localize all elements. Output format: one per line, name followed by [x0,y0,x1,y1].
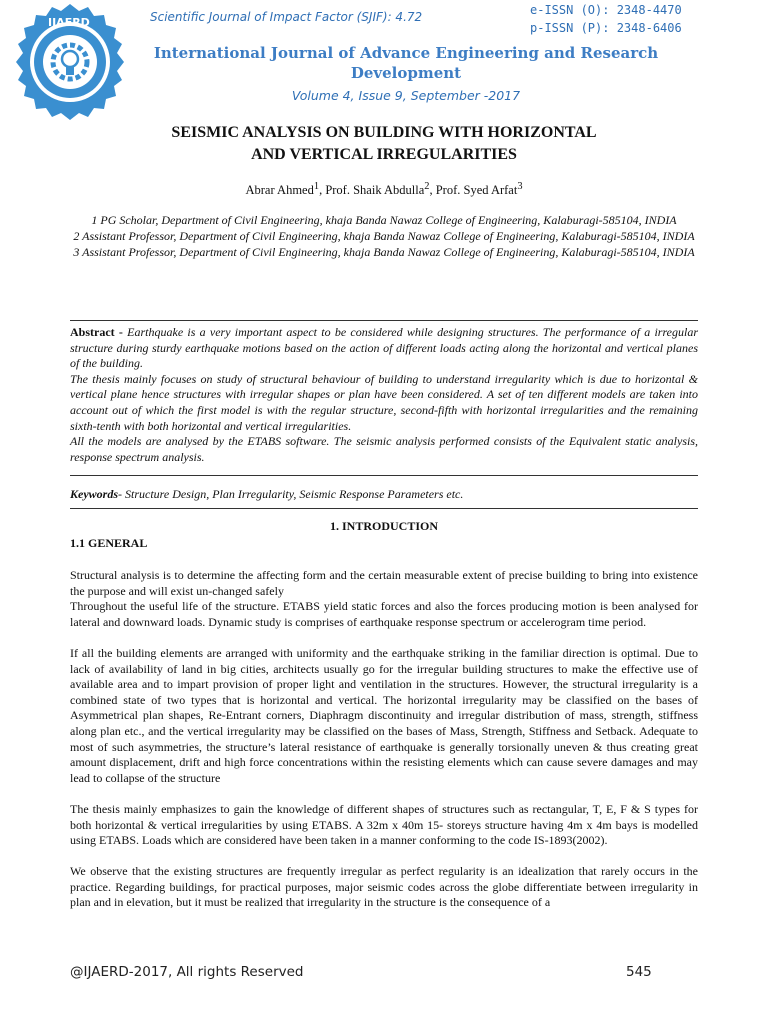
abstract-bottom-rule [70,475,698,476]
author-sup: 2 [424,181,430,192]
abstract [70,325,698,465]
keywords [70,487,698,502]
journal-logo [8,2,146,122]
author-name: Abrar Ahmed [245,183,314,198]
title-line-2: AND VERTICAL IRREGULARITIES [251,146,517,163]
title-line-1: SEISMIC ANALYSIS ON BUILDING WITH HORIZONTAL [171,124,597,141]
subsection-heading: 1.1 GENERAL [70,536,148,550]
affiliation-3: 3 Assistant Professor, Department of Civil Engineering, khaja Banda Nawaz College of Engineering, Kalaburagi-585104, INDIA [73,245,695,260]
abstract-label: Abstract - [70,325,123,339]
affiliation-2: 2 Assistant Professor, Department of Civil Engineering, khaja Banda Nawaz College of Engineering, Kalaburagi-585104, INDIA [73,229,695,244]
body-paragraph: If all the building elements are arranged with uniformity and the earthquake striking in the familiar direction is optimal. Due to lack of availability of land in big cities, architects usually go for the irregular building structures to make the effective use of available area and to impart provision of proper light and ventilation in the structures. However, the structural irregularity is a combined state of two types that is horizontal and vertical. The horizontal irregularity may be classified on the bases of Asymmetrical plan shapes, Re-Entrant corners, Diaphragm discontinuity and irregular distribution of mass, strength, stiffness along plan etc., and the vertical irregularity may be classified on the bases of Mass, Strength, Stiffness and Setback. Adequate to most of such asymmetries, the structure’s lateral resistance of earthquake is generally torsionally uneven & thus creating great amount displacement, drift and high force concentrations within the resisting elements which can cause severe damages and may lead to collapse of the structure [70,645,698,785]
author-name: Prof. Syed Arfat [435,183,518,198]
paper-title [70,122,698,166]
pissn: p-ISSN (P): 2348-6406 [530,21,682,35]
affiliation-1: 1 PG Scholar, Department of Civil Engineering, khaja Banda Nawaz College of Engineering, Kalaburagi-585104, INDIA [91,213,677,227]
body-paragraph: The thesis mainly emphasizes to gain the knowledge of different shapes of structures such as rectangular, T, E, F & S types for both horizontal & vertical irregularities by using ETABS. A 32m x 40m 15- storeys structure having 4m x 4m bays is modelled using ETABS. Loads which are considered have been taken in a manner conforming to the code IS-1893(2002). [70,801,698,848]
issn-block [530,1,682,37]
author-sup: 3 [517,181,523,192]
volume-issue: Volume 4, Issue 9, September -2017 [291,88,521,103]
keywords-text: - Structure Design, Plan Irregularity, Seismic Response Parameters etc. [118,487,464,501]
author-name: Prof. Shaik Abdulla [325,183,425,198]
author-sup: 1 [313,181,320,192]
eissn: e-ISSN (O): 2348-4470 [530,3,682,17]
abstract-para-2: The thesis mainly focuses on study of structural behaviour of building to understand irregularity which is due to horizontal & vertical plane hence structures with irregular shapes or plan have been considered. A set of ten different models are taken into account out of which the first model is with the regular structure, second-fifth with horizontal irregularities and the remaining sixth-tenth with both horizontal and vertical irregularities. [70,371,698,433]
affiliations [70,212,698,261]
abstract-para-3: All the models are analysed by the ETABS software. The seismic analysis performed consists of the Equivalent static analysis, response spectrum analysis. [70,434,698,464]
body-paragraph: Throughout the useful life of the structure. ETABS yield static forces and also the forces producing motion is been analysed for lateral and downward loads. Dynamic study is comprises of earthquake response spectrum or accelerogram time period. [70,599,698,629]
author-list: Abrar Ahmed$^1$, Prof. Shaik Abdulla$^2$, Prof. Syed Arfat$^3$ [245,181,523,198]
journal-title: International Journal of Advance Engineering and Research Development [153,44,659,82]
body-paragraph: Structural analysis is to determine the affecting form and the certain measurable extent of precise building to bring into existence the purpose and will exist un-changed safely [70,568,698,598]
abstract-para-1: Earthquake is a very important aspect to be considered while designing structures. The performance of a irregular structure during sturdy earthquake motions based on the action of different loads acting along the horizontal and vertical planes of the building. [70,325,699,371]
sjif-line: Scientific Journal of Impact Factor (SJIF): 4.72 [150,10,423,24]
page-number: 545 [626,964,652,980]
logo-text: IJAERD [48,16,90,29]
section-heading: 1. INTRODUCTION [329,519,438,533]
abstract-top-rule [70,320,698,321]
footer-copyright: @IJAERD-2017, All rights Reserved [70,964,304,980]
keywords-bottom-rule [70,508,698,509]
body-text [70,568,698,911]
body-paragraph: We observe that the existing structures are frequently irregular as perfect regularity is an idealization that rarely occurs in the practice. Regarding buildings, for practical purposes, major seismic codes across the globe differentiate between irregularity in plan and in elevation, but it must be realized that irregularity in the structure is the consequence of a [70,864,698,910]
keywords-label: Keywords [70,487,118,501]
